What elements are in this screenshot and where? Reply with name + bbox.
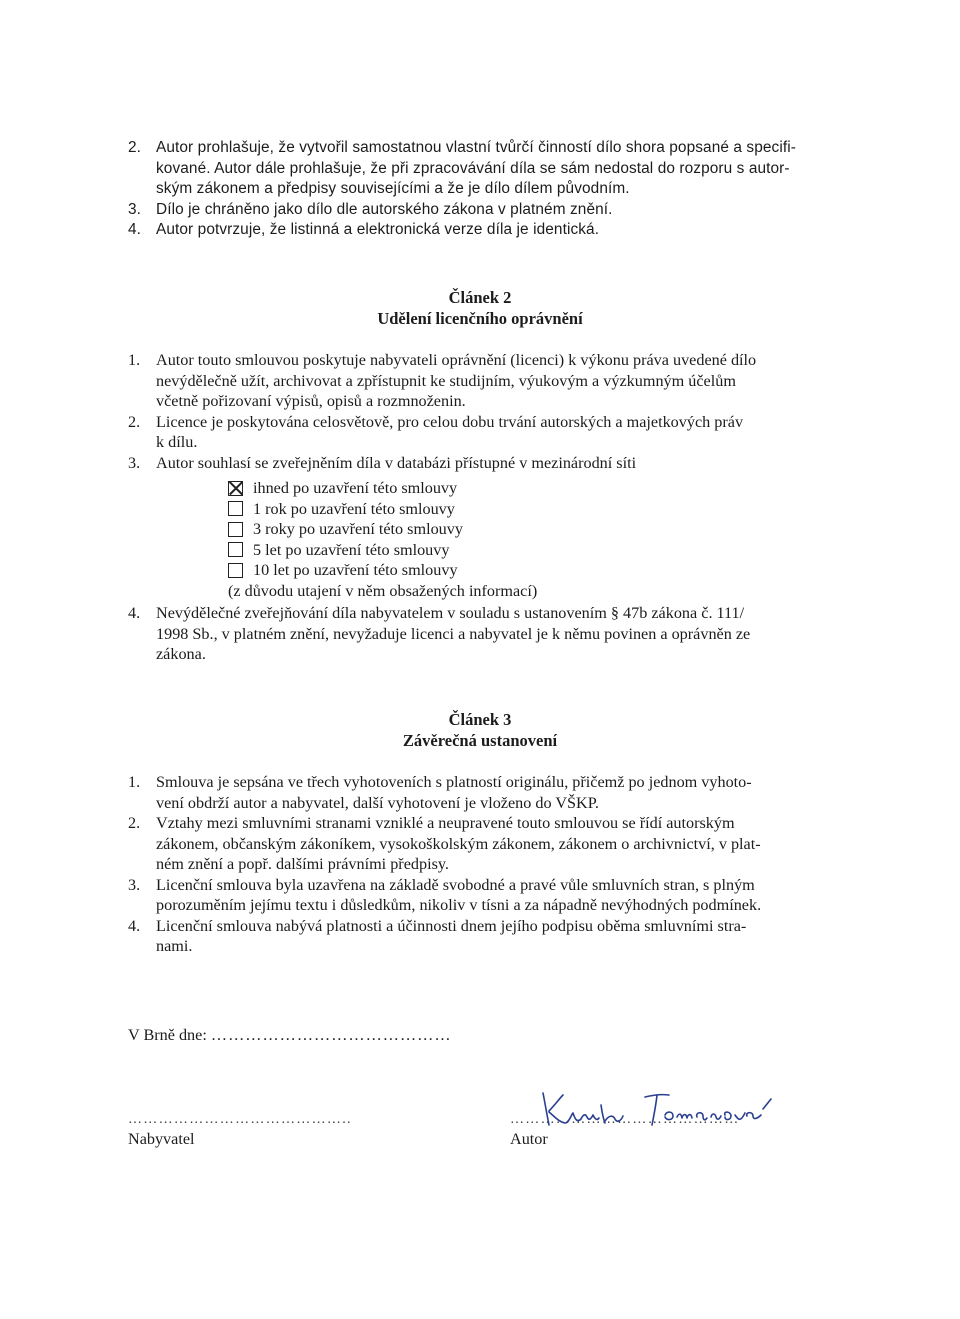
- article-2-subtitle: Udělení licenčního oprávnění: [377, 309, 583, 328]
- item-number: 3.: [128, 453, 141, 472]
- intro-section: [128, 138, 858, 241]
- option-label: 5 let po uzavření této smlouvy: [253, 540, 450, 559]
- place-date-line: [128, 1026, 452, 1045]
- author-handwritten-signature: [535, 1085, 775, 1135]
- item-text: Vztahy mezi smluvními stranami vzniklé a neupravené touto smlouvou se řídí autorským zákonem, občanským zákoníkem, vysokoškolským zákonem, zákonem o archivnictví, v plat- ném znění a popř. dalšími právními předpisy.: [156, 814, 761, 873]
- option-5-years[interactable]: [228, 540, 463, 561]
- article-3-item-3: [128, 875, 858, 916]
- item-text: Autor potvrzuje, že listinná a elektronická verze díla je identická.: [156, 221, 600, 238]
- intro-item-3: [128, 200, 858, 221]
- licensee-label: Nabyvatel: [128, 1130, 195, 1148]
- article-3-subtitle: Závěrečná ustanovení: [402, 731, 558, 750]
- options-note: (z důvodu utajení v něm obsažených informací): [228, 582, 538, 600]
- checkbox[interactable]: [228, 501, 243, 516]
- article-3-item-4: [128, 916, 858, 957]
- checkbox-checked[interactable]: [228, 481, 243, 496]
- article-2-item-1: [128, 350, 858, 412]
- item-text: Autor souhlasí se zveřejněním díla v databázi přístupné v mezinárodní síti: [156, 453, 637, 472]
- item-number: 1.: [128, 773, 141, 791]
- intro-item-4: [128, 220, 858, 241]
- article-2-item-4-block: [128, 603, 858, 665]
- item-number: 1.: [128, 351, 141, 369]
- item-text: Licence je poskytována celosvětově, pro celou dobu trvání autorských a majetkových práv k dílu.: [156, 412, 744, 451]
- item-number: 4.: [128, 916, 141, 935]
- item-number: 2.: [128, 139, 142, 156]
- author-signature-line: ………………………………………: [510, 1112, 740, 1127]
- item-text: Nevýdělečné zveřejňování díla nabyvatelem v souladu s ustanovením § 47b zákona č. 111/ 1998 Sb., v platném znění, nevyžaduje licenci a nabyvatel je k němu povinen a oprávněn ze zákona.: [156, 604, 751, 663]
- item-number: 2.: [128, 814, 141, 832]
- item-text: Licenční smlouva nabývá platnosti a účinnosti dnem jejího podpisu oběma smluvními stra- nami.: [156, 916, 747, 955]
- article-2-items: [128, 350, 858, 473]
- item-number: 4.: [128, 604, 141, 622]
- item-text: Autor prohlašuje, že vytvořil samostatnou vlastní tvůrčí činností dílo shora popsané a specifi- kované. Autor dále prohlašuje, že při zpracovávání díla se sám nedostal do rozporu s autor- ským zákonem a předpisy souvisejícími a že je dílo dílem původním.: [156, 139, 796, 197]
- checkbox[interactable]: [228, 563, 243, 578]
- item-text: Licenční smlouva byla uzavřena na základě svobodné a pravé vůle smluvních stran, s plným porozuměním jejímu textu i důsledkům, nikoliv v tísni a za nápadně nevýhodných podmínek.: [156, 875, 762, 914]
- option-3-years[interactable]: [228, 519, 463, 540]
- item-text: Autor touto smlouvou poskytuje nabyvateli oprávnění (licenci) k výkonu práva uvedené dílo nevýdělečně užít, archivovat a zpřístupnit ke studijním, výukovým a výzkumným účelům včetně pořizovaní výpisů, opisů a rozmnoženin.: [156, 351, 757, 410]
- item-number: 2.: [128, 412, 141, 431]
- option-1-year[interactable]: [228, 499, 463, 520]
- item-number: 3.: [128, 200, 142, 218]
- place-label: V Brně dne:: [128, 1026, 207, 1044]
- licensee-signature-line: ……………………………………..: [128, 1112, 352, 1127]
- option-immediately[interactable]: [228, 478, 463, 499]
- article-2-item-3: [128, 453, 858, 474]
- option-label: ihned po uzavření této smlouvy: [253, 479, 458, 497]
- item-text: Smlouva je sepsána ve třech vyhotoveních s platností originálu, přičemž po jednom vyhoto- vení obdrží autor a nabyvatel, další vyhotovení je vloženo do VŠKP.: [156, 773, 752, 812]
- article-2-title: Článek 2: [448, 288, 512, 307]
- intro-item-2: [128, 138, 858, 200]
- article-2-item-4: [128, 603, 858, 665]
- article-2-item-2: [128, 412, 858, 453]
- article-3-item-1: [128, 772, 858, 813]
- option-label: 3 roky po uzavření této smlouvy: [253, 520, 463, 538]
- article-3-title: Článek 3: [448, 710, 512, 729]
- author-label: Autor: [510, 1130, 548, 1148]
- article-3-items: [128, 772, 858, 957]
- item-text: Dílo je chráněno jako dílo dle autorského zákona v platném znění.: [156, 200, 613, 218]
- checkbox[interactable]: [228, 522, 243, 537]
- item-number: 3.: [128, 875, 141, 894]
- date-dots: ……………………………………: [210, 1026, 452, 1044]
- article-3-item-2: [128, 813, 858, 875]
- checkbox[interactable]: [228, 542, 243, 557]
- item-number: 4.: [128, 221, 142, 238]
- option-10-years[interactable]: [228, 560, 463, 581]
- publication-options: [228, 478, 463, 581]
- option-label: 10 let po uzavření této smlouvy: [253, 561, 458, 579]
- option-label: 1 rok po uzavření této smlouvy: [253, 499, 455, 518]
